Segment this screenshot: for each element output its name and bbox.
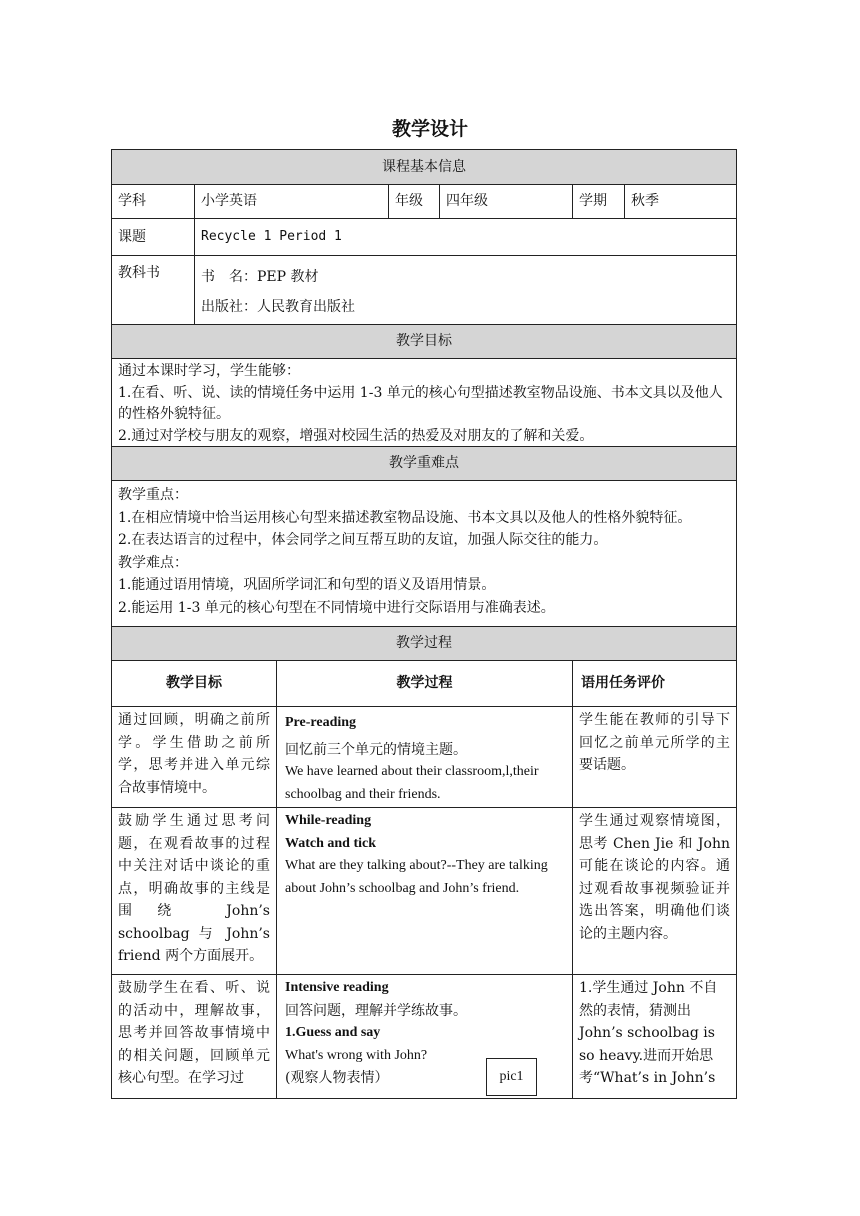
objectives-line: 2.通过对学校与朋友的观察，增强对校园生活的热爱及对朋友的了解和关爱。 (118, 427, 594, 444)
row2-eval: 学生通过观察情境图，思考 Chen Jie 和 John 可能在谈论的内容。通过观看故事视频验证并选出答案，明确他们谈论的主题内容。 (572, 807, 737, 975)
key-points-line: 教学重点： (118, 487, 188, 503)
grade-label: 年级 (388, 184, 440, 219)
key-points-line: 1.在相应情境中恰当运用核心句型来描述教室物品设施、书本文具以及他人的性格外貌特征。 (118, 509, 692, 526)
col-goal-header: 教学目标 (111, 660, 277, 707)
term-value: 秋季 (624, 184, 737, 219)
key-points-body (111, 480, 737, 627)
objectives-body (111, 358, 737, 447)
row1-line: We have learned about their classroom,l,their schoolbag and their friends. (285, 764, 539, 802)
term-label: 学期 (572, 184, 625, 219)
subject-label: 学科 (111, 184, 195, 219)
key-points-line: 2.能运用 1-3 单元的核心句型在不同情境中进行交际语用与准确表述。 (118, 599, 555, 616)
row2-line: What are they talking about?--They are talking about John’s schoolbag and John’s friend. (285, 858, 548, 896)
basic-info-header: 课程基本信息 (111, 149, 737, 185)
textbook-info (194, 255, 737, 325)
grade-value: 四年级 (439, 184, 573, 219)
process-header: 教学过程 (111, 626, 737, 661)
objectives-header: 教学目标 (111, 324, 737, 359)
row1-line: 回忆前三个单元的情境主题。 (285, 741, 467, 758)
row3-line: What's wrong with John? (285, 1047, 428, 1063)
publisher: 出版社：人民教育出版社 (201, 299, 355, 315)
row1-process (276, 706, 573, 808)
row3-eval: 1.学生通过 John 不自然的表情，猜测出 John’s schoolbag is so heavy.进而开始思考“What’s in John’s (572, 974, 737, 1099)
col-eval-header: 语用任务评价 (572, 660, 737, 707)
textbook-label: 教科书 (111, 255, 195, 325)
row3-line: (观察人物表情） (285, 1070, 389, 1086)
key-points-line: 教学难点： (118, 554, 188, 571)
row2-goal: 鼓励学生通过思考问题，在观看故事的过程中关注对话中谈论的重点，明确故事的主线是围绕 John’s schoolbag 与 John’s friend 两个方面展开。 (111, 807, 277, 975)
topic-label: 课题 (111, 218, 195, 256)
key-points-header: 教学重难点 (111, 446, 737, 481)
key-points-line: 1.能通过语用情境，巩固所学词汇和句型的语义及语用情景。 (118, 577, 496, 593)
key-points-line: 2.在表达语言的过程中，体会同学之间互帮互助的友谊，加强人际交往的能力。 (118, 532, 608, 548)
col-process-header: 教学过程 (276, 660, 573, 707)
page-title: 教学设计 (391, 118, 468, 140)
row3-title: Intensive reading (285, 980, 389, 995)
row3-subtitle: 1.Guess and say (285, 1025, 381, 1040)
subject-value: 小学英语 (194, 184, 389, 219)
row1-eval: 学生能在教师的引导下回忆之前单元所学的主要话题。 (572, 706, 737, 808)
objectives-line: 通过本课时学习，学生能够： (118, 363, 300, 379)
objectives-line: 1.在看、听、说、读的情境任务中运用 1-3 单元的核心句型描述教室物品设施、书本文具以及他人的性格外貌特征。 (118, 384, 723, 422)
pic1-placeholder: pic1 (486, 1058, 537, 1096)
row1-title: Pre-reading (285, 715, 357, 730)
row2-title: While-reading (285, 813, 372, 828)
row1-goal: 通过回顾，明确之前所学。学生借助之前所学，思考并进入单元综合故事情境中。 (111, 706, 277, 808)
row2-process (276, 807, 573, 975)
row3-line: 回答问题，理解并学练故事。 (285, 1002, 467, 1019)
row2-subtitle: Watch and tick (285, 835, 377, 851)
row3-goal: 鼓励学生在看、听、说的活动中，理解故事，思考并回答故事情境中的相关问题，回顾单元核心句型。在学习过 (111, 974, 277, 1099)
book-name: 书 名：PEP 教材 (201, 269, 319, 285)
topic-value: Recycle 1 Period 1 (194, 218, 737, 256)
